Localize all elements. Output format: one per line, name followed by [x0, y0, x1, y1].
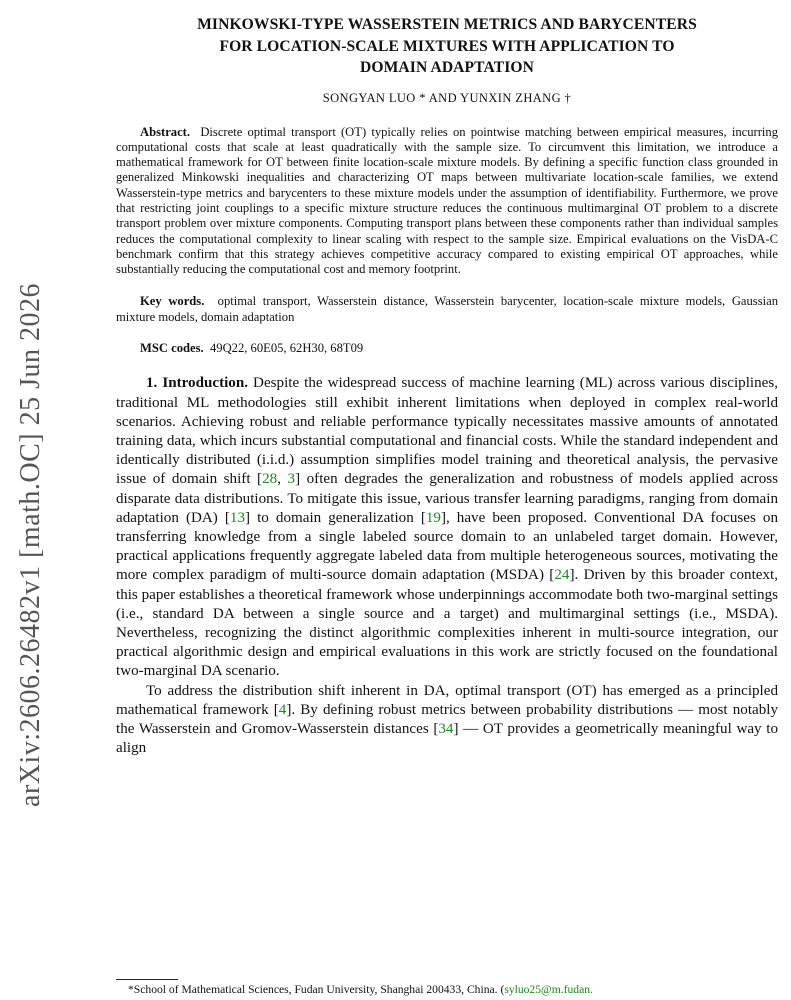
arxiv-sidebar-stamp — [14, 195, 48, 895]
abstract-label: Abstract. — [140, 124, 191, 139]
keywords-text: optimal transport, Wasserstein distance, Wasserstein barycenter, location-scale mixture models, Gaussian mixture models, domain adaptation — [116, 294, 778, 324]
abstract — [116, 125, 778, 278]
citation-link[interactable]: 24 — [554, 567, 570, 584]
title-line-3: DOMAIN ADAPTATION — [360, 59, 534, 76]
author-list: SONGYAN LUO * AND YUNXIN ZHANG † — [322, 90, 572, 105]
intro-text: ] to domain generalization [ — [245, 509, 426, 526]
arxiv-identifier: arXiv:2606.26482v1 [math.OC] 25 Jun 2026 — [15, 283, 46, 807]
email-link[interactable]: syluo25@m.fudan. — [504, 983, 593, 996]
msc-text: 49Q22, 60E05, 62H30, 68T09 — [209, 341, 364, 356]
paper-page — [116, 14, 778, 758]
intro-text: , — [277, 471, 288, 488]
intro-text: ], have been proposed. Conventional DA focuses on transferring knowledge from a single labeled source domain to an unlabeled target domain. However, practical applications frequently aggregate labeled data from multiple heterogeneous sources, motivating the more complex paradigm of multi-source domain adaptation (MSDA) [ — [116, 509, 778, 584]
paper-title — [116, 14, 778, 79]
abstract-text: Discrete optimal transport (OT) typically relies on pointwise matching between empirical measures, incurring computational costs that scale at least quadratically with the sample size. To circumvent this limitation, we introduce a mathematical framework for OT between finite location-scale mixture models. By defining a specific function class grounded in generalized Minkowski inequalities and characterizing OT maps between multivariate location-scale families, we extend Wasserstein-type metrics and barycenters to these mixture models under the assumption of identifiability. Furthermore, we prove that restricting joint couplings to a specific mixture structure reduces the continuous multimarginal OT problem to a discrete transport problem over mixture components. Computing transport plans between these components rather than individual samples reduces the computational complexity to linear scaling with respect to the sample size. Empirical evaluations on the VisDA-C benchmark confirm that this strategy achieves competitive accuracy compared to existing empirical OT approaches, while substantially reducing the computational cost and memory footprint. — [116, 124, 778, 277]
intro-text: ]. Driven by this broader context, this paper establishes a theoretical framework whose underpinnings accommodate both two-marginal settings (i.e., standard DA between a single source and a target) and multimarginal settings (i.e., MSDA). Nevertheless, recognizing the distinct algorithmic complexities inherent in multi-source integration, our practical algorithmic design and empirical evaluations in this work are strictly focused on the foundational two-marginal DA scenario. — [116, 567, 778, 680]
citation-link[interactable]: 13 — [229, 509, 245, 526]
intro-paragraph-2 — [116, 682, 778, 759]
intro-text: ] — OT provides a geometrically meaningful way to align — [116, 721, 778, 757]
keywords-label: Key words. — [140, 294, 205, 309]
intro-text: To address the distribution shift inherent in DA, optimal transport (OT) has emerged as a principled mathematical framework [ — [116, 682, 778, 718]
citation-link[interactable]: 3 — [287, 471, 296, 488]
footnote — [128, 983, 788, 996]
intro-text: ] often degrades the generalization and robustness of models applied across disparate data distributions. To mitigate this issue, various transfer learning paradigms, ranging from domain adaptation (DA) [ — [116, 471, 778, 526]
footnote-rule — [116, 979, 178, 980]
section-heading: 1. Introduction. — [146, 375, 249, 392]
citation-link[interactable]: 28 — [262, 471, 278, 488]
footnote-text: *School of Mathematical Sciences, Fudan University, Shanghai 200433, China. ( — [128, 983, 505, 996]
intro-text: ]. By defining robust metrics between probability distributions — most notably the Wasserstein and Gromov-Wasserstein distances [ — [116, 701, 778, 738]
msc-label: MSC codes. — [140, 341, 204, 356]
keywords — [116, 294, 778, 325]
title-line-1: MINKOWSKI-TYPE WASSERSTEIN METRICS AND BARYCENTERS — [197, 16, 697, 33]
citation-link[interactable]: 19 — [425, 509, 441, 526]
title-line-2: FOR LOCATION-SCALE MIXTURES WITH APPLICATION TO — [219, 37, 675, 55]
intro-paragraph-1 — [116, 374, 778, 681]
citation-link[interactable]: 4 — [278, 701, 287, 718]
intro-text: Despite the widespread success of machine learning (ML) across various disciplines, traditional ML methodologies still exhibit inherent limitations when deployed in complex real-world scenarios. Achieving robust and reliable performance typically necessitates massive amounts of annotated training data, which incurs substantial computational and financial costs. While the standard independent and identically distributed (i.i.d.) assumption simplifies model training and theoretical analysis, the pervasive issue of domain shift [ — [116, 375, 778, 488]
citation-link[interactable]: 34 — [438, 721, 454, 738]
msc-codes — [116, 341, 778, 356]
